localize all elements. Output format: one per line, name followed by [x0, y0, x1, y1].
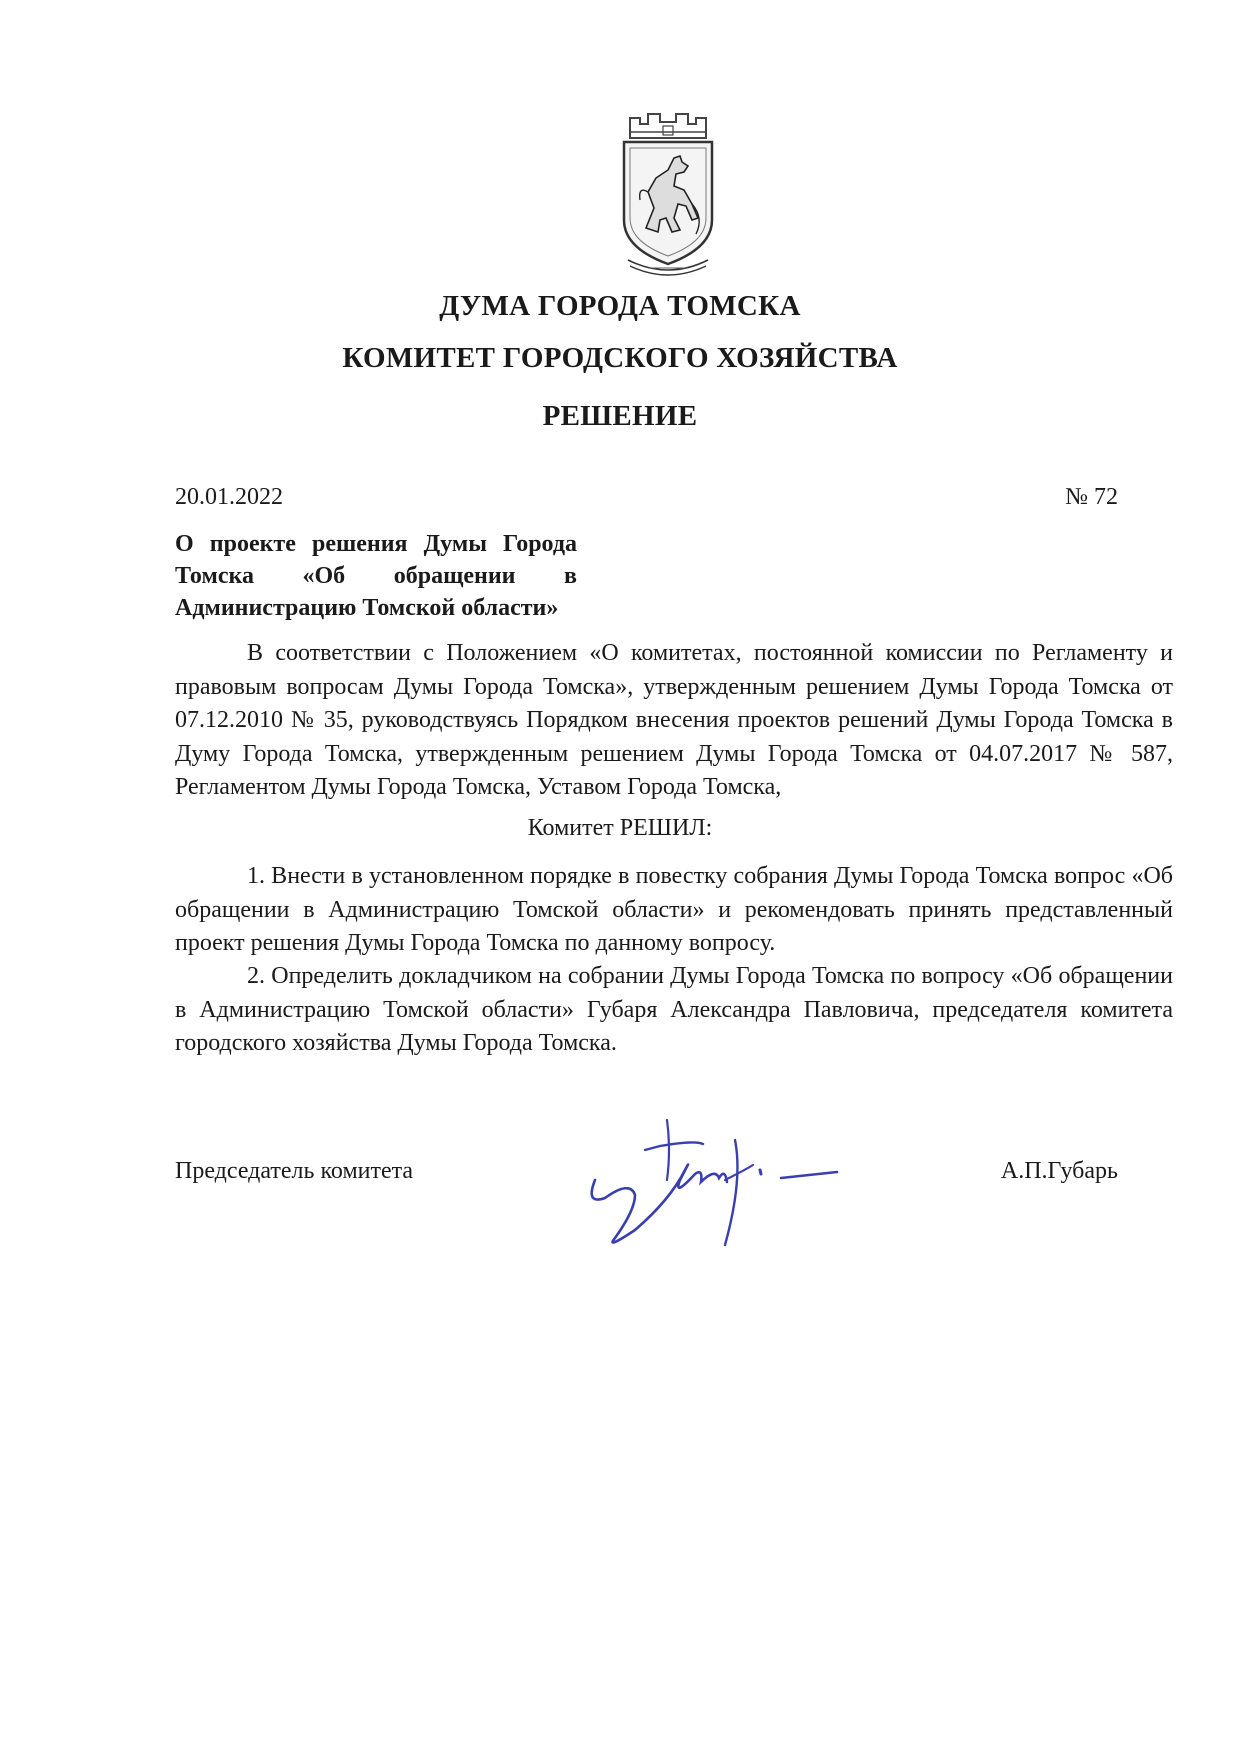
resolved-heading: Комитет РЕШИЛ:	[527, 815, 713, 841]
document-type-title: РЕШЕНИЕ	[542, 400, 698, 432]
resolution-item-1: 1. Внести в установленном порядке в повестку собрания Думы Города Томска вопрос «Об обращении в Администрацию Томской области» и рекомендовать принять представленный проект решения Думы Города Томска по данному вопросу.	[175, 863, 1173, 956]
signatory-position: Председатель комитета	[175, 1158, 414, 1184]
document-date: 20.01.2022	[175, 484, 283, 510]
committee-title: КОМИТЕТ ГОРОДСКОГО ХОЗЯЙСТВА	[342, 342, 898, 374]
document-subject: О проекте решения Думы Города Томска «Об обращении в Администрацию Томской области»	[175, 531, 577, 621]
organization-title: ДУМА ГОРОДА ТОМСКА	[439, 290, 801, 322]
preamble-paragraph: В соответствии с Положением «О комитетах, постоянной комиссии по Регламенту и правовым вопросам Думы Города Томска», утвержденным решением Думы Города Томска от 07.12.2010 № 35, руководствуясь Порядком внесения проектов решений Думы Города Томска в Думу Города Томска, утвержденным решением Думы Города Томска от 04.07.2017 № 587, Регламентом Думы Города Томска, Уставом Города Томска,	[175, 640, 1173, 800]
document-number: № 72	[1065, 484, 1118, 510]
signatory-name: А.П.Губарь	[1000, 1158, 1118, 1184]
resolution-item-2: 2. Определить докладчиком на собрании Думы Города Томска по вопросу «Об обращении в Администрацию Томской области» Губаря Александра Павловича, председателя комитета городского хозяйства Думы Города Томска.	[175, 963, 1173, 1056]
handwritten-signature	[575, 1110, 855, 1255]
tomsk-coat-of-arms-icon	[608, 108, 728, 280]
